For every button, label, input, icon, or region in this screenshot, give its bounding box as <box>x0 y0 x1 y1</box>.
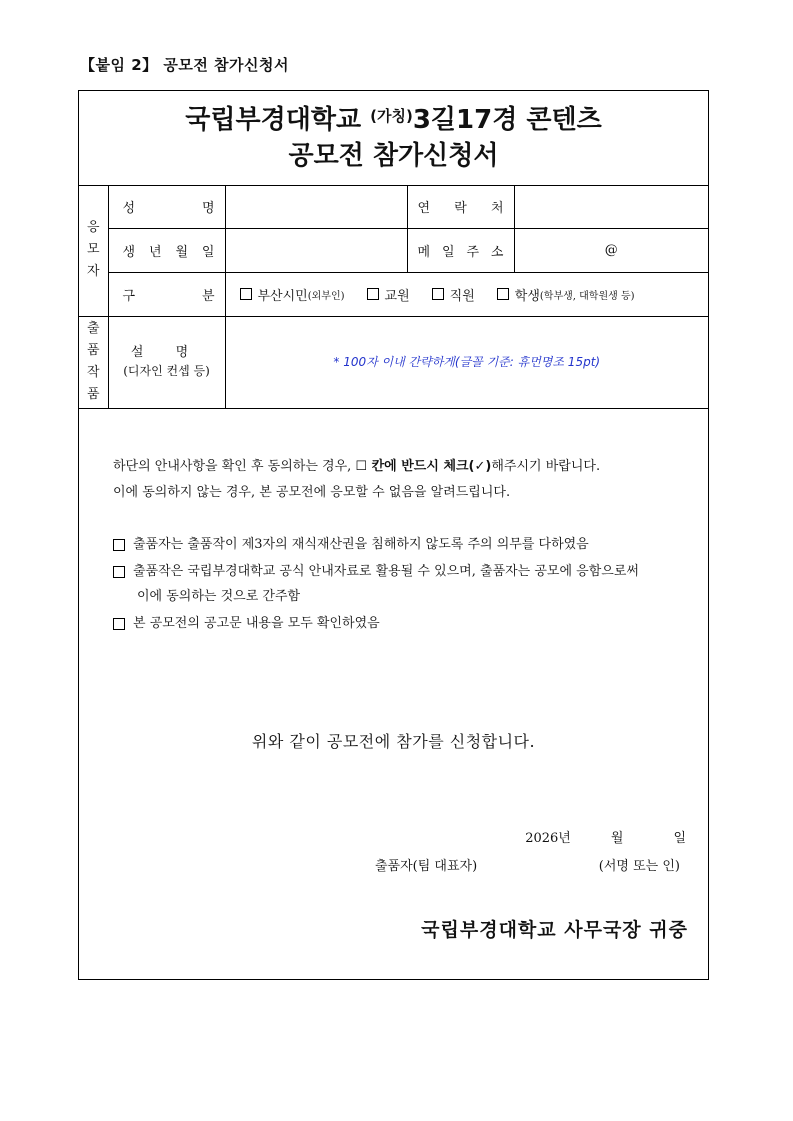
description-label: 설 명 (디자인 컨셉 등) <box>108 316 225 408</box>
category-options <box>225 272 708 316</box>
checkbox[interactable] <box>240 288 252 300</box>
option-staff[interactable]: 직원 <box>432 285 475 304</box>
title-line-1: 국립부경대학교 $^{(가칭)}$3길17경 콘텐츠 <box>185 105 602 135</box>
checkbox[interactable] <box>497 288 509 300</box>
application-table <box>79 185 708 409</box>
name-field[interactable] <box>225 185 407 228</box>
agreement-area <box>79 409 708 979</box>
agreement-2-continued: 이에 동의하는 것으로 간주함 <box>137 589 301 604</box>
birth-label: 생 년 월 일 <box>108 228 225 272</box>
description-field[interactable] <box>225 316 708 408</box>
name-label: 성 명 <box>108 185 225 228</box>
email-field[interactable]: @ <box>514 228 708 272</box>
signature-hint: (서명 또는 인) <box>598 859 680 874</box>
category-label: 구 분 <box>108 272 225 316</box>
date-line: 2026년 월 일 <box>525 831 686 846</box>
attachment-label: 【붙임 2】 공모전 참가신청서 <box>80 56 290 74</box>
agreement-2[interactable]: 출품작은 국립부경대학교 공식 안내자료로 활용될 수 있으며, 출품자는 공모에 응함으로써 <box>113 562 639 582</box>
application-form <box>78 90 709 980</box>
checkbox[interactable] <box>113 539 125 551</box>
notice-line-2: 이에 동의하지 않는 경우, 본 공모전에 응모할 수 없음을 알려드립니다. <box>113 485 511 500</box>
contact-field[interactable] <box>514 185 708 228</box>
email-label: 메 일 주 소 <box>407 228 514 272</box>
agreement-3[interactable]: 본 공모전의 공고문 내용을 모두 확인하였음 <box>113 614 380 634</box>
apply-statement: 위와 같이 공모전에 참가를 신청합니다. <box>251 732 536 751</box>
description-hint: * 100자 이내 간략하게(글꼴 기준: 휴먼명조 15pt) <box>333 354 601 369</box>
checkbox[interactable] <box>113 566 125 578</box>
contact-label: 연 락 처 <box>407 185 514 228</box>
signer-label: 출품자(팀 대표자) <box>375 859 478 874</box>
option-student[interactable]: 학생 (학부생, 대학원생 등) <box>497 285 635 304</box>
checkbox[interactable] <box>432 288 444 300</box>
work-group-label: 출 품 작 품 <box>79 316 108 408</box>
addressee: 국립부경대학교 사무국장 귀중 <box>421 919 688 941</box>
checkbox[interactable] <box>113 618 125 630</box>
checkbox[interactable] <box>367 288 379 300</box>
option-faculty[interactable]: 교원 <box>367 285 410 304</box>
form-title <box>79 91 708 186</box>
title-line-2: 공모전 참가신청서 <box>288 141 499 171</box>
title-superscript: (가칭) <box>370 107 413 125</box>
agreement-1[interactable]: 출품자는 출품작이 제3자의 재식재산권을 침해하지 않도록 주의 의무를 다하였음 <box>113 535 589 555</box>
birth-field[interactable] <box>225 228 407 272</box>
applicant-group-label: 응 모 자 <box>79 185 108 316</box>
notice-line-1: 하단의 안내사항을 확인 후 동의하는 경우, ☐ 칸에 반드시 체크(✓)해주시기 바랍니다. <box>113 459 601 474</box>
option-citizen[interactable]: 부산시민 (외부인) <box>240 285 345 304</box>
